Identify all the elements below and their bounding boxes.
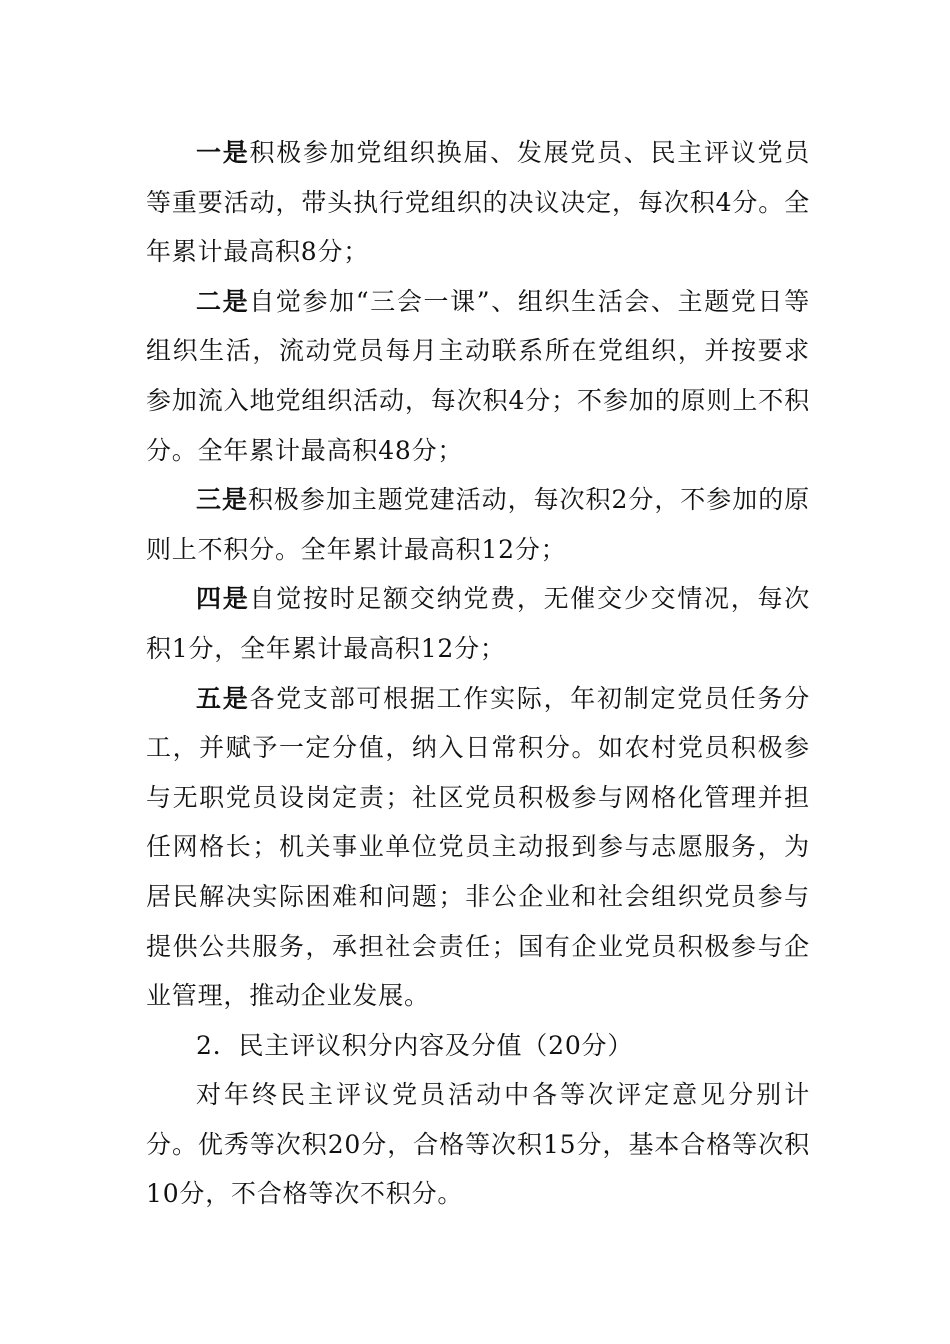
item-paragraph-1 (146, 128, 810, 277)
item-lead-1: 一是 (196, 138, 250, 167)
item-text-1: 积极参加党组织换届、发展党员、民主评议党员等重要活动，带头执行党组织的决议决定，每次积4分。全年累计最高积8分； (146, 138, 810, 267)
item-lead-4: 四是 (196, 584, 250, 614)
document-body (146, 128, 810, 1219)
item-lead-5: 五是 (196, 683, 250, 713)
section-body: 对年终民主评议党员活动中各等次评定意见分别计分。优秀等次积20分，合格等次积15分，基本合格等次积10分，不合格等次不积分。 (146, 1080, 810, 1209)
item-paragraph-4 (146, 574, 810, 673)
item-paragraph-3 (146, 475, 810, 574)
item-lead-2: 二是 (196, 286, 250, 316)
item-text-3: 积极参加主题党建活动，每次积2分，不参加的原则上不积分。全年累计最高积12分； (146, 485, 810, 564)
item-paragraph-2 (146, 277, 810, 475)
item-text-4: 自觉按时足额交纳党费，无催交少交情况，每次积1分，全年累计最高积12分； (146, 584, 810, 663)
item-text-2: 自觉参加“三会一课”、组织生活会、主题党日等组织生活，流动党员每月主动联系所在党组织，并按要求参加流入地党组织活动，每次积4分；不参加的原则上不积分。全年累计最高积48分； (146, 286, 810, 465)
item-paragraph-5 (146, 674, 810, 1021)
section-heading: 2．民主评议积分内容及分值（20分） (196, 1030, 634, 1060)
item-text-5: 各党支部可根据工作实际，年初制定党员任务分工，并赋予一定分值，纳入日常积分。如农村党员积极参与无职党员设岗定责；社区党员积极参与网格化管理并担任网格长；机关事业单位党员主动报到参与志愿服务，为居民解决实际困难和问题；非公企业和社会组织党员参与提供公共服务，承担社会责任；国有企业党员积极参与企业管理，推动企业发展。 (146, 683, 810, 1011)
item-lead-3: 三是 (196, 485, 248, 515)
